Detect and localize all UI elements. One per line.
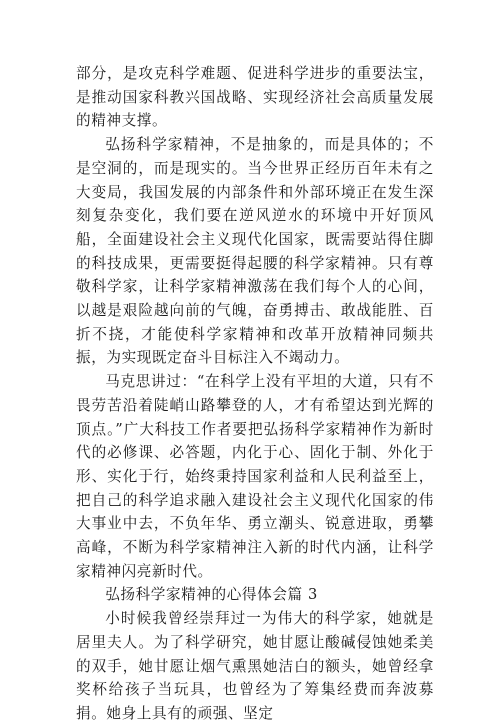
paragraph-curie: 小时候我曾经崇拜过一为伟大的科学家，她就是居里夫人。为了科学研究，她甘愿让酸碱侵蚀她柔美的双手，她甘愿让烟气熏黑她洁白的额头，她曾经拿奖杯给孩子当玩具，也曾经为了筹集经费而奔波募捐。她身上具有的顽强、坚定 <box>76 610 434 722</box>
paragraph-spirit: 弘扬科学家精神，不是抽象的，而是具体的；不是空洞的，而是现实的。当今世界正经历百年未有之大变局，我国发展的内部条件和外部环境正在发生深刻复杂变化，我们要在逆风逆水的环境中开好顶风船，全面建设社会主义现代化国家，既需要站得住脚的科技成果，更需要挺得起腰的科学家精神。只有尊敬科学家，让科学家精神激荡在我们每个人的心间，以越是艰险越向前的气魄，奋勇搏击、敢战能胜、百折不挠，才能使科学家精神和改革开放精神同频共振，为实现既定奋斗目标注入不竭动力。 <box>76 136 434 367</box>
paragraph-marx-quote: 马克思讲过：“在科学上没有平坦的大道，只有不畏劳苦沿着陡峭山路攀登的人，才有希望达到光辉的顶点。”广大科技工作者要把弘扬科学家精神作为新时代的必修课、必答题，内化于心、固化于制、外化于形、实化于行，始终秉持国家利益和人民利益至上，把自己的科学追求融入建设社会主义现代化国家的伟大事业中去，不负年华、勇立潮头、锐意进取，勇攀高峰，不断为科学家精神注入新的时代内涵，让科学家精神闪亮新时代。 <box>76 373 434 580</box>
document-page <box>76 62 434 726</box>
paragraph-intro: 部分，是攻克科学难题、促进科学进步的重要法宝，是推动国家科教兴国战略、实现经济社会高质量发展的精神支撑。 <box>76 65 434 130</box>
section-title: 弘扬科学家精神的心得体会篇 3 <box>105 586 318 604</box>
